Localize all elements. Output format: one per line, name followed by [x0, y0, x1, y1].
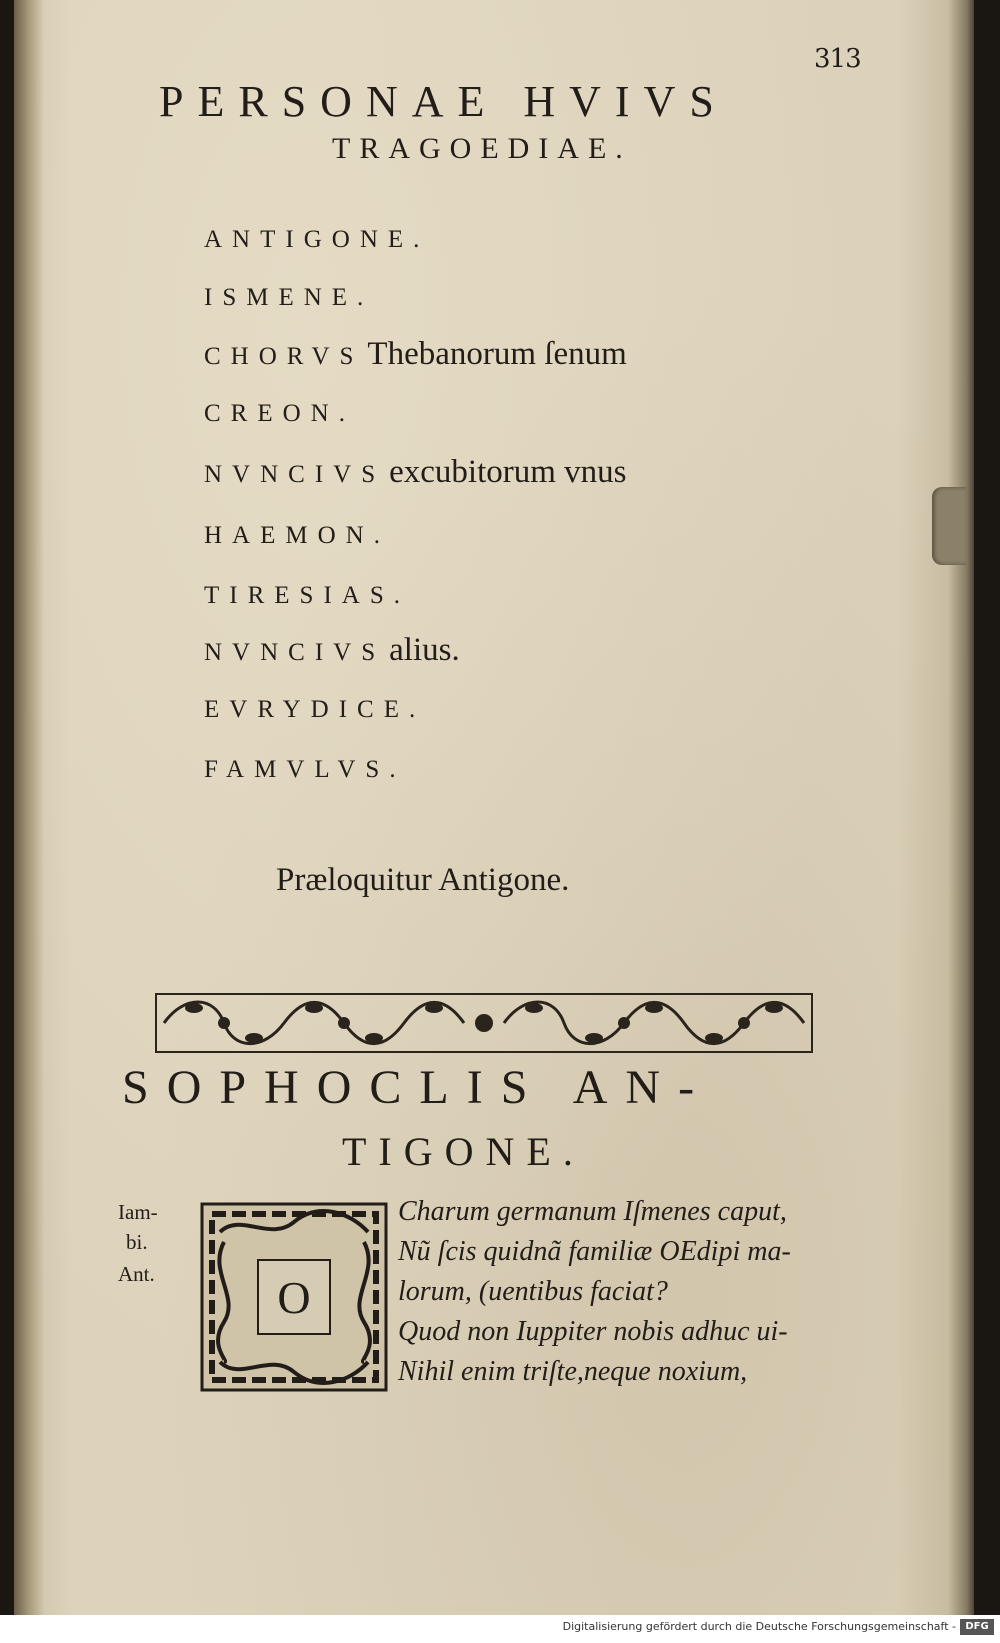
- page-tab-marker: [932, 487, 966, 565]
- verse-line: Charum germanum Iſmenes caput,: [398, 1196, 787, 1227]
- page-edge: [948, 0, 974, 1615]
- persona-name: EVRYDICE.: [204, 696, 426, 723]
- persona-row: [204, 284, 373, 312]
- play-title-line1: SOPHOCLIS AN-: [122, 1061, 713, 1114]
- book-page: [14, 0, 974, 1615]
- persona-name: FAMVLVS.: [204, 756, 406, 783]
- persona-name: HAEMON.: [204, 522, 390, 549]
- initial-letter: O: [277, 1271, 311, 1323]
- heading-tragoediae: TRAGOEDIAE.: [332, 132, 632, 165]
- ornament-band-icon: [154, 990, 814, 1056]
- persona-name: NVNCIVS: [204, 639, 386, 666]
- preloquitur-line: Præloquitur Antigone.: [276, 862, 570, 898]
- persona-row: [204, 226, 429, 254]
- margin-note-iambi: Iam-: [118, 1200, 158, 1224]
- persona-row: [204, 522, 390, 550]
- verse-line: lorum, (uentibus faciat?: [398, 1276, 668, 1307]
- persona-row: [204, 582, 410, 610]
- verse-line: Quod non Iuppiter nobis adhuc ui-: [398, 1316, 788, 1347]
- heading-personae: PERSONAE HVIVS: [159, 77, 728, 126]
- persona-row: [204, 696, 425, 724]
- binding-gutter: [14, 0, 44, 1615]
- page-number: 313: [814, 44, 861, 74]
- persona-description: excubitorum vnus: [389, 454, 627, 490]
- persona-name: NVNCIVS: [204, 461, 386, 488]
- play-title-line2: TIGONE.: [342, 1129, 585, 1174]
- persona-row: [204, 336, 627, 373]
- footer-credit: Digitalisierung gefördert durch die Deutsche Forschungsgemeinschaft -: [562, 1620, 956, 1633]
- persona-name: ISMENE.: [204, 284, 374, 311]
- persona-name: TIRESIAS.: [204, 582, 410, 609]
- persona-name: ANTIGONE.: [204, 226, 430, 253]
- persona-description: Thebanorum ſenum: [367, 336, 627, 372]
- persona-row: [204, 756, 406, 784]
- verse-line: Nihil enim triſte,neque noxium,: [398, 1356, 748, 1387]
- persona-row: [204, 632, 460, 669]
- dfg-logo-icon: DFG: [960, 1619, 994, 1635]
- persona-description: alius.: [389, 632, 460, 668]
- margin-note-ant: Ant.: [118, 1262, 155, 1286]
- verse-line: Nũ ſcis quidnã familiæ OEdipi ma-: [398, 1236, 791, 1267]
- margin-note-bi: bi.: [126, 1230, 148, 1254]
- persona-row: [204, 400, 355, 428]
- persona-row: [204, 454, 627, 491]
- persona-name: CHORVS: [204, 343, 364, 370]
- persona-name: CREON.: [204, 400, 355, 427]
